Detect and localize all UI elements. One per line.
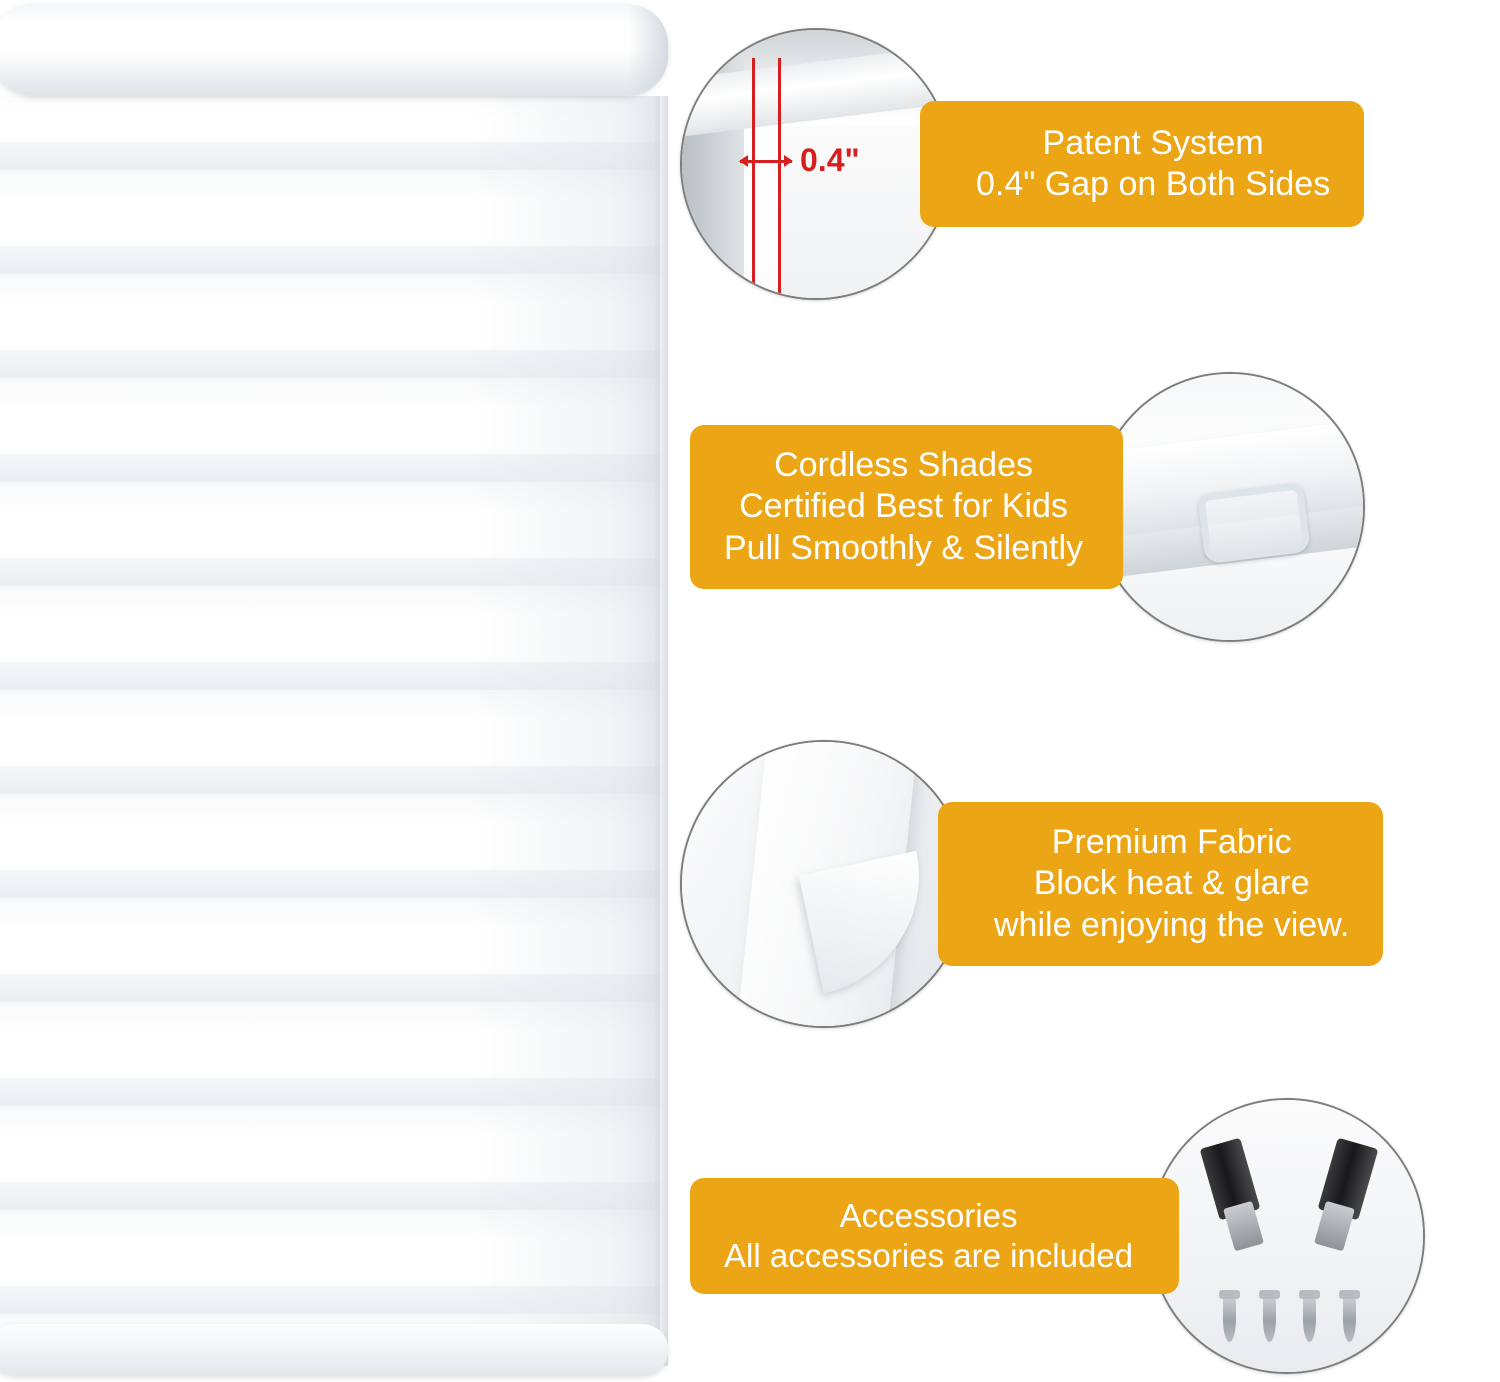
shade-bottom-rail — [0, 1324, 668, 1376]
callout-line: 0.4" Gap on Both Sides — [976, 165, 1331, 203]
feature-premium-fabric — [680, 740, 1383, 1028]
callout-line: Accessories — [839, 1196, 1018, 1234]
callout-line: Premium Fabric — [1051, 822, 1292, 861]
callout-patent-system — [920, 101, 1364, 228]
fabric-fold-photo — [680, 740, 968, 1028]
pull-handle — [1197, 482, 1311, 564]
callout-line: Patent System — [1042, 123, 1264, 162]
screw — [1343, 1296, 1356, 1342]
feature-list — [660, 0, 1500, 1382]
gap-dimension-arrow — [740, 160, 792, 163]
screw — [1223, 1296, 1236, 1342]
feature-cordless-shades — [690, 372, 1365, 642]
callout-line: All accessories are included — [724, 1237, 1134, 1274]
callout-line: Pull Smoothly & Silently — [724, 528, 1084, 567]
screw — [1263, 1296, 1276, 1342]
gap-measurement-label: 0.4" — [800, 142, 860, 178]
shade-fabric — [0, 96, 660, 1366]
callout-line: Cordless Shades — [774, 445, 1033, 484]
shade-gap-detail-photo — [680, 28, 952, 300]
callout-line: Certified Best for Kids — [739, 487, 1068, 526]
feature-patent-system — [680, 28, 1364, 300]
callout-line: while enjoying the view. — [994, 905, 1350, 944]
callout-cordless-shades — [690, 425, 1123, 589]
shade-headrail — [0, 4, 668, 96]
screw — [1303, 1296, 1316, 1342]
callout-line: Block heat & glare — [1033, 864, 1310, 903]
brackets-and-screws-photo — [1149, 1098, 1425, 1374]
callout-premium-fabric — [938, 802, 1383, 966]
product-photo — [0, 0, 690, 1382]
bottom-rail-handle-photo — [1095, 372, 1365, 642]
feature-accessories — [690, 1098, 1425, 1374]
callout-accessories — [690, 1178, 1179, 1295]
